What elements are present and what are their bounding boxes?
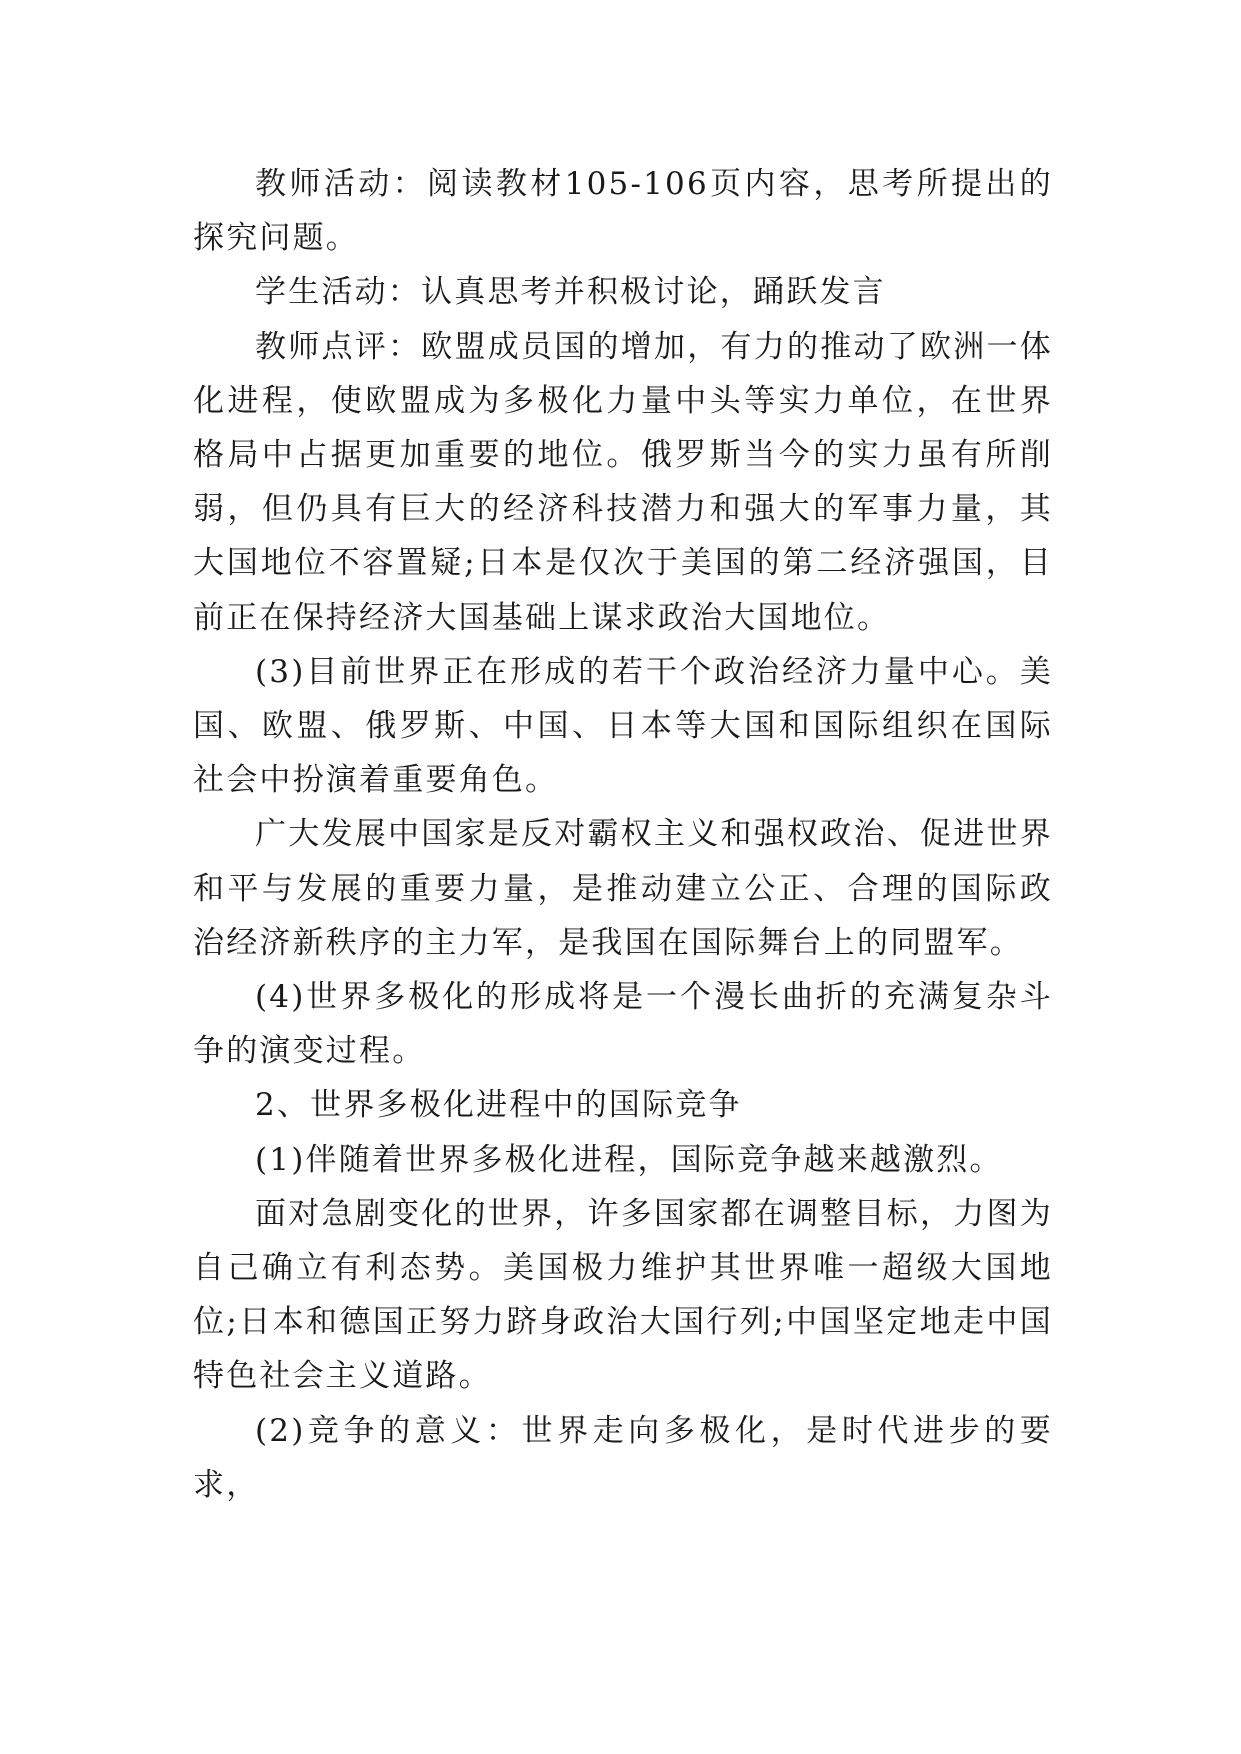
paragraph-competition-point-1: (1)伴随着世界多极化进程，国际竞争越来越激烈。 <box>255 1141 1003 1178</box>
paragraph-teacher-comment: 教师点评：欧盟成员国的增加，有力的推动了欧洲一体化进程，使欧盟成为多极化力量中头等实力单位，在世界格局中占据更加重要的地位。俄罗斯当今的实力虽有所削弱，但仍具有巨大的经济科技潜力和强大的军事力量，其大国地位不容置疑;日本是仅次于美国的第二经济强国，目前正在保持经济大国基础上谋求政治大国地位。 <box>193 328 1053 636</box>
paragraph-countries-adjusting: 面对急剧变化的世界，许多国家都在调整目标，力图为自己确立有利态势。美国极力维护其世界唯一超级大国地位;日本和德国正努力跻身政治大国行列;中国坚定地走中国特色社会主义道路。 <box>193 1195 1053 1395</box>
section-heading-international-competition: 2、世界多极化进程中的国际竞争 <box>255 1087 742 1124</box>
paragraph-competition-point-2: (2)竞争的意义：世界走向多极化，是时代进步的要求， <box>193 1412 1053 1503</box>
document-body <box>193 157 1053 1512</box>
paragraph-student-activity: 学生活动：认真思考并积极讨论，踊跃发言 <box>255 274 886 311</box>
paragraph-developing-countries: 广大发展中国家是反对霸权主义和强权政治、促进世界和平与发展的重要力量，是推动建立公正、合理的国际政治经济新秩序的主力军，是我国在国际舞台上的同盟军。 <box>193 816 1053 961</box>
paragraph-teacher-activity: 教师活动：阅读教材105-106页内容，思考所提出的探究问题。 <box>193 166 1053 257</box>
paragraph-point-4: (4)世界多极化的形成将是一个漫长曲折的充满复杂斗争的演变过程。 <box>193 979 1053 1070</box>
paragraph-point-3: (3)目前世界正在形成的若干个政治经济力量中心。美国、欧盟、俄罗斯、中国、日本等大国和国际组织在国际社会中扮演着重要角色。 <box>193 653 1053 799</box>
